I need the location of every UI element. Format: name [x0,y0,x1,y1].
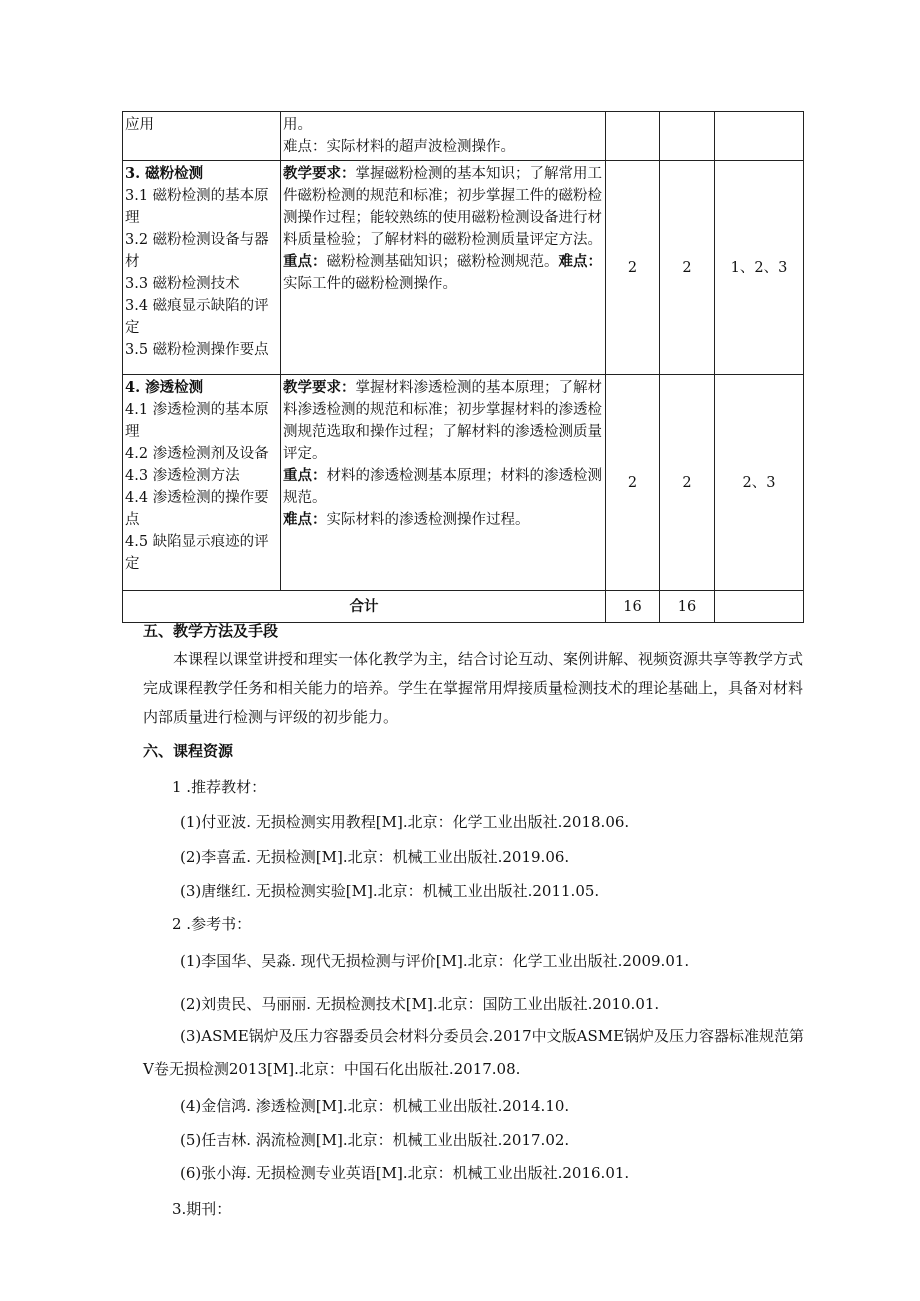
topic-title: 4. 渗透检测 [125,379,204,396]
desc-label: 难点： [283,511,327,528]
desc-line: 用。 [283,117,312,133]
reference-item: (5)任吉林. 涡流检测[M].北京：机械工业出版社.2017.02. [180,1131,570,1149]
topic-line: 3.2 磁粉检测设备与器材 [125,232,269,270]
desc-label: 教学要求： [283,165,356,182]
hours-b-cell [660,112,715,161]
table-row [123,375,804,591]
section-heading: 五、教学方法及手段 [143,622,279,640]
objectives-cell: 2、3 [715,375,804,591]
subsection-title: 1 .推荐教材： [172,778,267,796]
hours-a-cell [606,112,660,161]
total-label: 合计 [123,591,606,623]
reference-item: (3)ASME锅炉及压力容器委员会材料分委员会.2017中文版ASME锅炉及压力容器标准规范第 [180,1027,805,1045]
desc-text: 掌握材料渗透检测的基本原理；了解材料渗透检测的规范和标准；初步掌握材料的渗透检测规范选取和操作过程；了解材料的渗透检测质量评定。 [283,380,602,462]
topic-line: 4.2 渗透检测剂及设备 [125,446,269,462]
desc-text: 实际工件的磁粉检测操作。 [283,276,457,292]
topic-cell [123,161,281,375]
hours-a-cell: 2 [606,375,660,591]
subsection-title: 2 .参考书： [172,915,252,933]
total-c [715,591,804,623]
topic-cell [123,112,281,161]
desc-text: 磁粉检测基础知识；磁粉检测规范。 [326,254,559,270]
topic-line: 应用 [125,117,154,133]
table-row [123,161,804,375]
book-item: (3)唐继红. 无损检测实验[M].北京：机械工业出版社.2011.05. [180,882,600,900]
description-cell [281,161,606,375]
table-total-row [123,591,804,623]
description-cell [281,375,606,591]
desc-label: 难点： [283,139,327,155]
section-heading: 六、课程资源 [143,742,234,760]
reference-item: (1)李国华、吴淼. 现代无损检测与评价[M].北京：化学工业出版社.2009.01. [180,952,690,970]
section-paragraph: 本课程以课堂讲授和理实一体化教学为主，结合讨论互动、案例讲解、视频资源共享等教学方式完成课程教学任务和相关能力的培养。学生在掌握常用焊接质量检测技术的理论基础上，具备对材料内部质量进行检测与评级的初步能力。 [143,650,804,726]
desc-label: 教学要求： [283,379,356,396]
topic-cell [123,375,281,591]
reference-item: (4)金信鸿. 渗透检测[M].北京：机械工业出版社.2014.10. [180,1097,570,1115]
desc-text: 实际材料的超声波检测操作。 [326,139,515,155]
desc-text: 材料的渗透检测基本原理；材料的渗透检测规范。 [283,468,602,506]
desc-line [283,136,603,158]
table-row [123,112,804,161]
book-item: (1)付亚波. 无损检测实用教程[M].北京：化学工业出版社.2018.06. [180,813,630,831]
topic-line: 3.3 磁粉检测技术 [125,276,240,292]
desc-label: 重点： [283,467,327,484]
hours-b-cell: 2 [660,375,715,591]
topic-line: 3.5 磁粉检测操作要点 [125,342,269,358]
course-content-table [122,111,804,623]
topic-line: 3.4 磁痕显示缺陷的评定 [125,298,269,336]
reference-item: (2)刘贵民、马丽丽. 无损检测技术[M].北京：国防工业出版社.2010.01. [180,995,660,1013]
book-item: (2)李喜孟. 无损检测[M].北京：机械工业出版社.2019.06. [180,848,570,866]
topic-line: 4.3 渗透检测方法 [125,468,240,484]
total-a: 16 [606,591,660,623]
objectives-cell: 1、2、3 [715,161,804,375]
objectives-cell [715,112,804,161]
topic-line: 4.4 渗透检测的操作要点 [125,490,269,528]
total-b: 16 [660,591,715,623]
topic-line: 3.1 磁粉检测的基本原理 [125,188,269,226]
desc-label: 难点： [558,253,602,270]
reference-item: (6)张小海. 无损检测专业英语[M].北京：机械工业出版社.2016.01. [180,1164,630,1182]
desc-text: 掌握磁粉检测的基本知识；了解常用工件磁粉检测的规范和标准；初步掌握工件的磁粉检测操作过程；能较熟练的使用磁粉检测设备进行材料质量检验；了解材料的磁粉检测质量评定方法。 [283,166,602,248]
subsection-title: 3.期刊： [172,1200,232,1218]
topic-title: 3. 磁粉检测 [125,165,204,182]
topic-line: 4.5 缺陷显示痕迹的评定 [125,534,269,572]
reference-item: V卷无损检测2013[M].北京：中国石化出版社.2017.08. [143,1060,521,1078]
hours-b-cell: 2 [660,161,715,375]
hours-a-cell: 2 [606,161,660,375]
topic-line: 4.1 渗透检测的基本原理 [125,402,269,440]
desc-text: 实际材料的渗透检测操作过程。 [326,512,530,528]
description-cell [281,112,606,161]
desc-label: 重点： [283,253,327,270]
